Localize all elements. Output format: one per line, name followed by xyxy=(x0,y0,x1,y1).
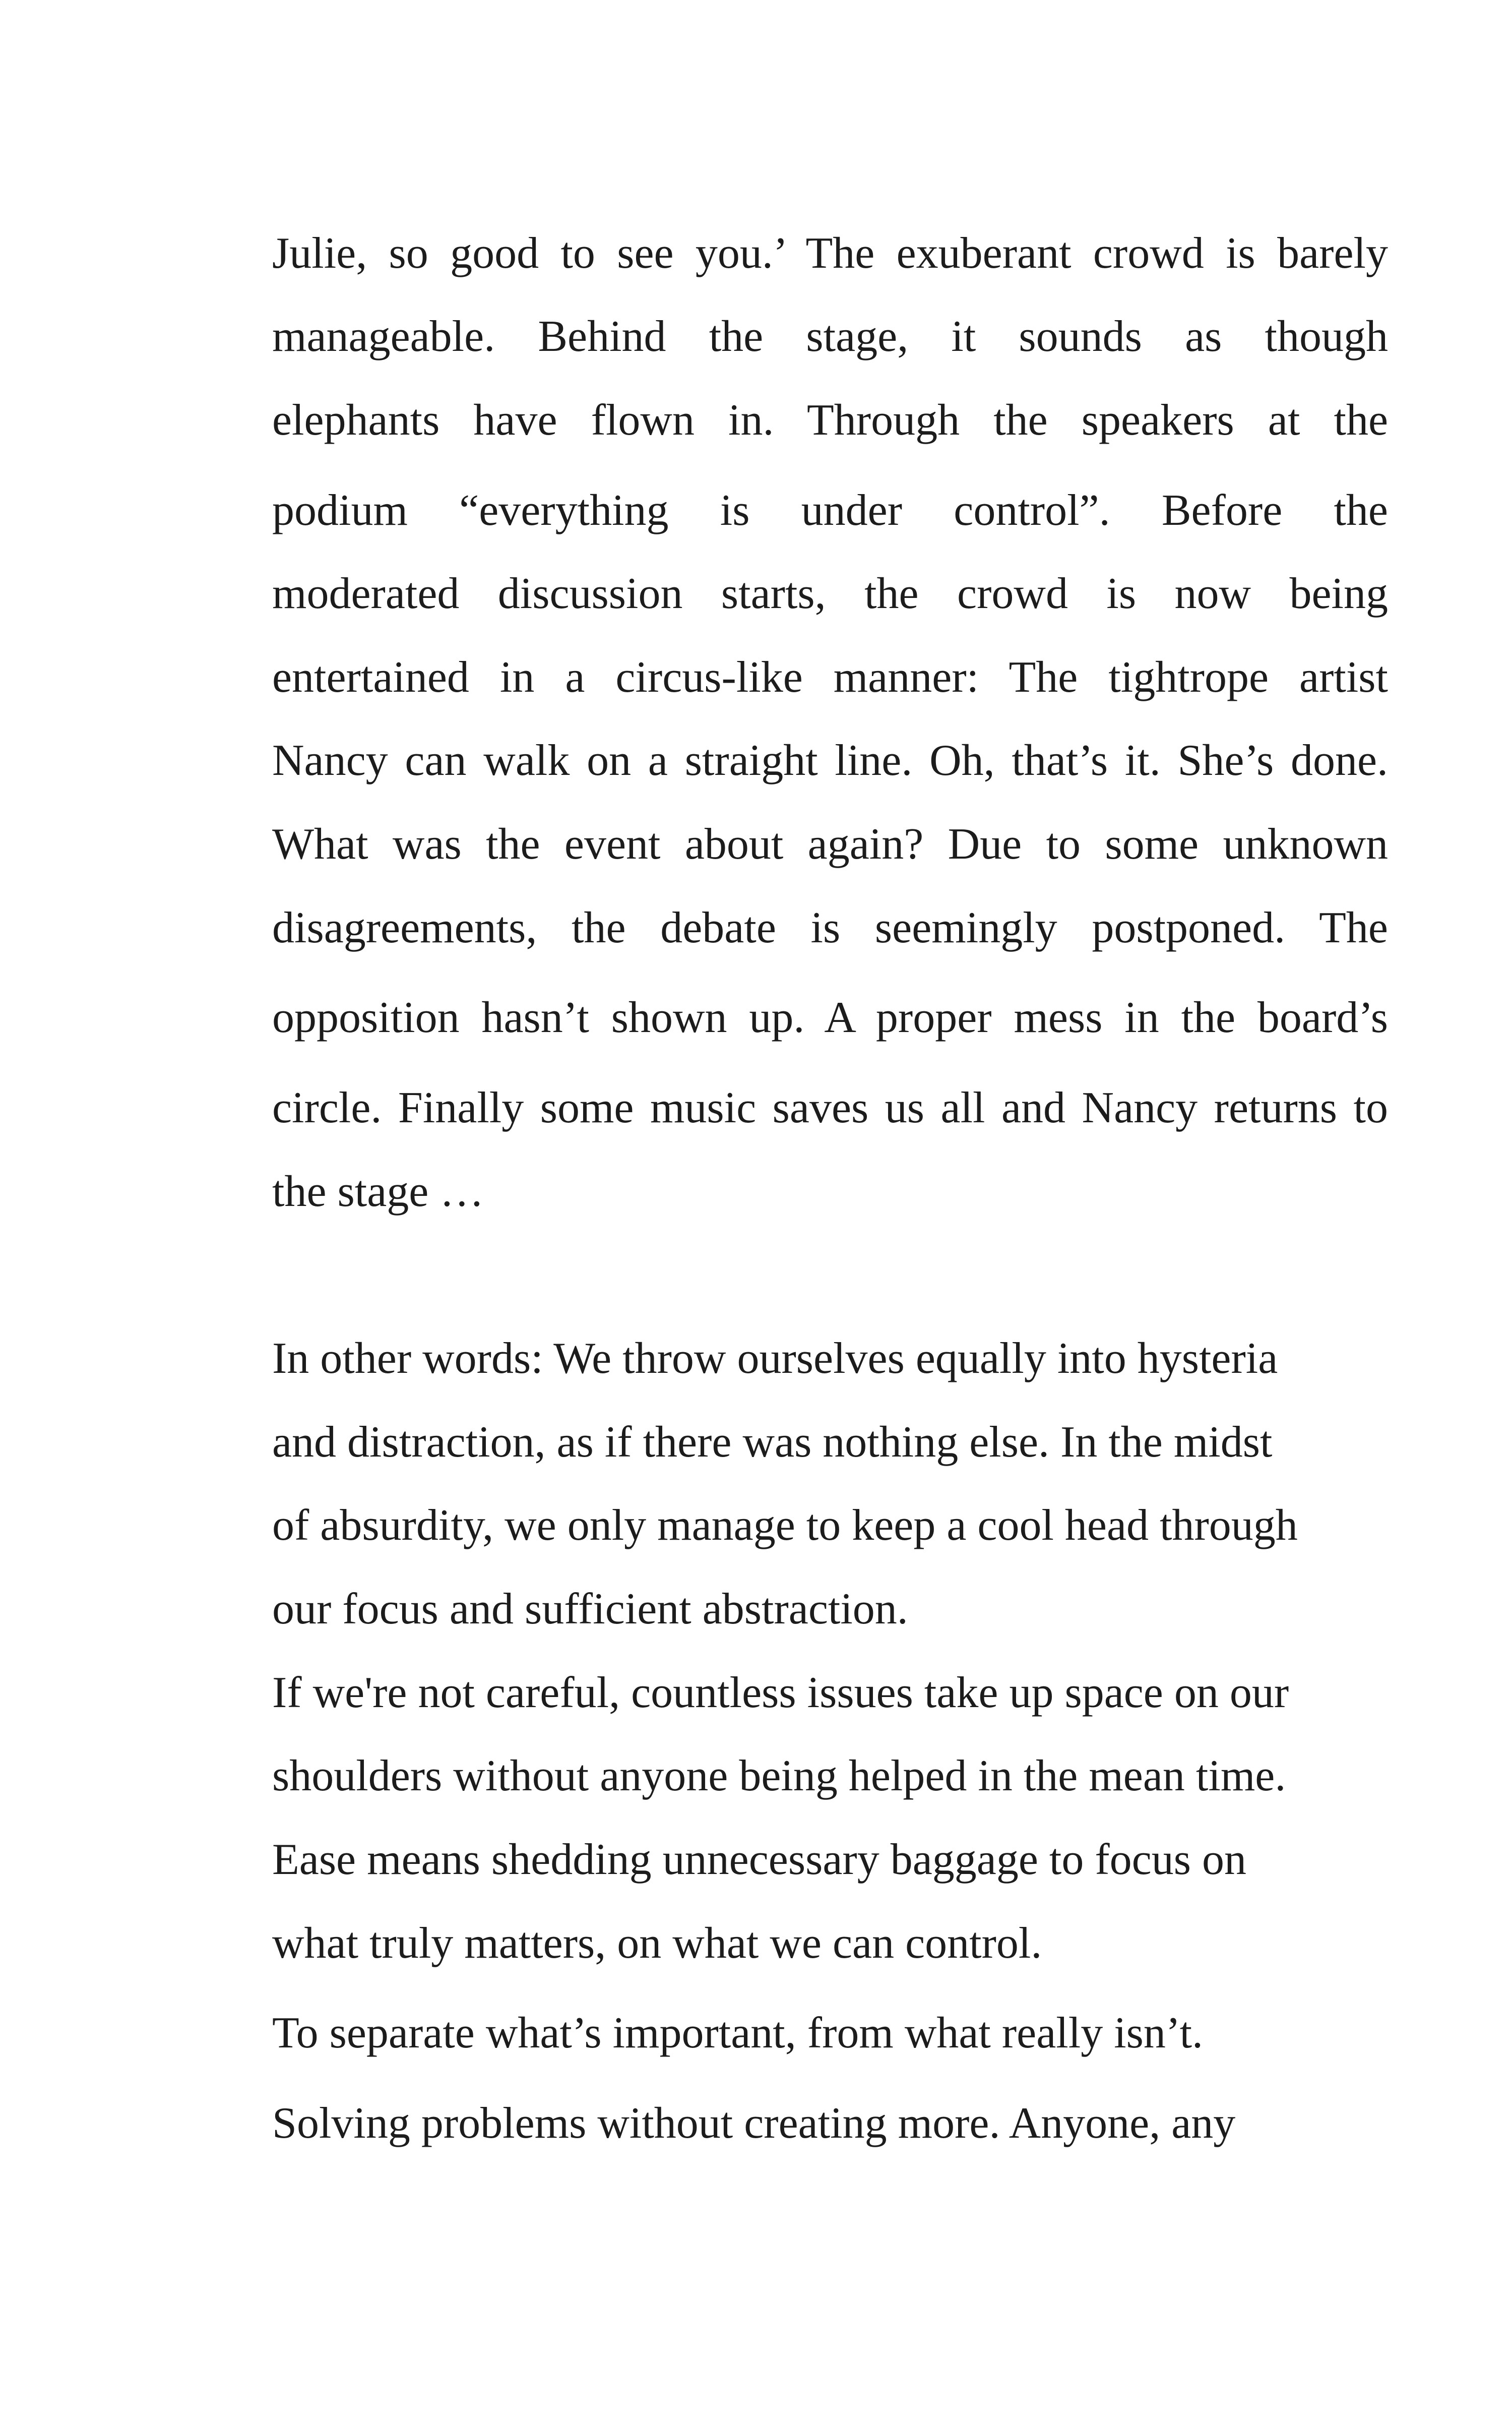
text-line: elephants have flown in. Through the speakers at the xyxy=(272,396,1388,445)
text-line: To separate what’s important, from what really isn’t. xyxy=(272,2009,1204,2058)
text-line: manageable. Behind the stage, it sounds as though xyxy=(272,312,1388,361)
text-line: of absurdity, we only manage to keep a cool head through xyxy=(272,1501,1298,1550)
text-line: disagreements, the debate is seemingly postponed. The xyxy=(272,903,1388,952)
text-line: Ease means shedding unnecessary baggage to focus on xyxy=(272,1835,1246,1884)
text-line: If we're not careful, countless issues take up space on our xyxy=(272,1668,1289,1717)
text-line: Julie, so good to see you.’ The exuberant crowd is barely xyxy=(272,229,1388,278)
text-line: Solving problems without creating more. Anyone, any xyxy=(272,2099,1236,2148)
text-line: shoulders without anyone being helped in the mean time. xyxy=(272,1751,1286,1800)
text-line: opposition hasn’t shown up. A proper mess in the board’s xyxy=(272,993,1388,1042)
text-line: our focus and sufficient abstraction. xyxy=(272,1585,908,1634)
text-line: what truly matters, on what we can control. xyxy=(272,1919,1042,1968)
text-line: What was the event about again? Due to some unknown xyxy=(272,820,1388,869)
text-line: podium “everything is under control”. Before the xyxy=(272,486,1388,535)
text-line: the stage … xyxy=(272,1167,484,1216)
text-line: Nancy can walk on a straight line. Oh, that’s it. She’s done. xyxy=(272,736,1388,785)
text-line: In other words: We throw ourselves equally into hysteria xyxy=(272,1334,1278,1383)
text-line: and distraction, as if there was nothing else. In the midst xyxy=(272,1418,1273,1467)
text-line: circle. Finally some music saves us all and Nancy returns to xyxy=(272,1083,1388,1132)
text-line: entertained in a circus-like manner: The tightrope artist xyxy=(272,653,1388,702)
text-line: moderated discussion starts, the crowd is now being xyxy=(272,569,1388,618)
